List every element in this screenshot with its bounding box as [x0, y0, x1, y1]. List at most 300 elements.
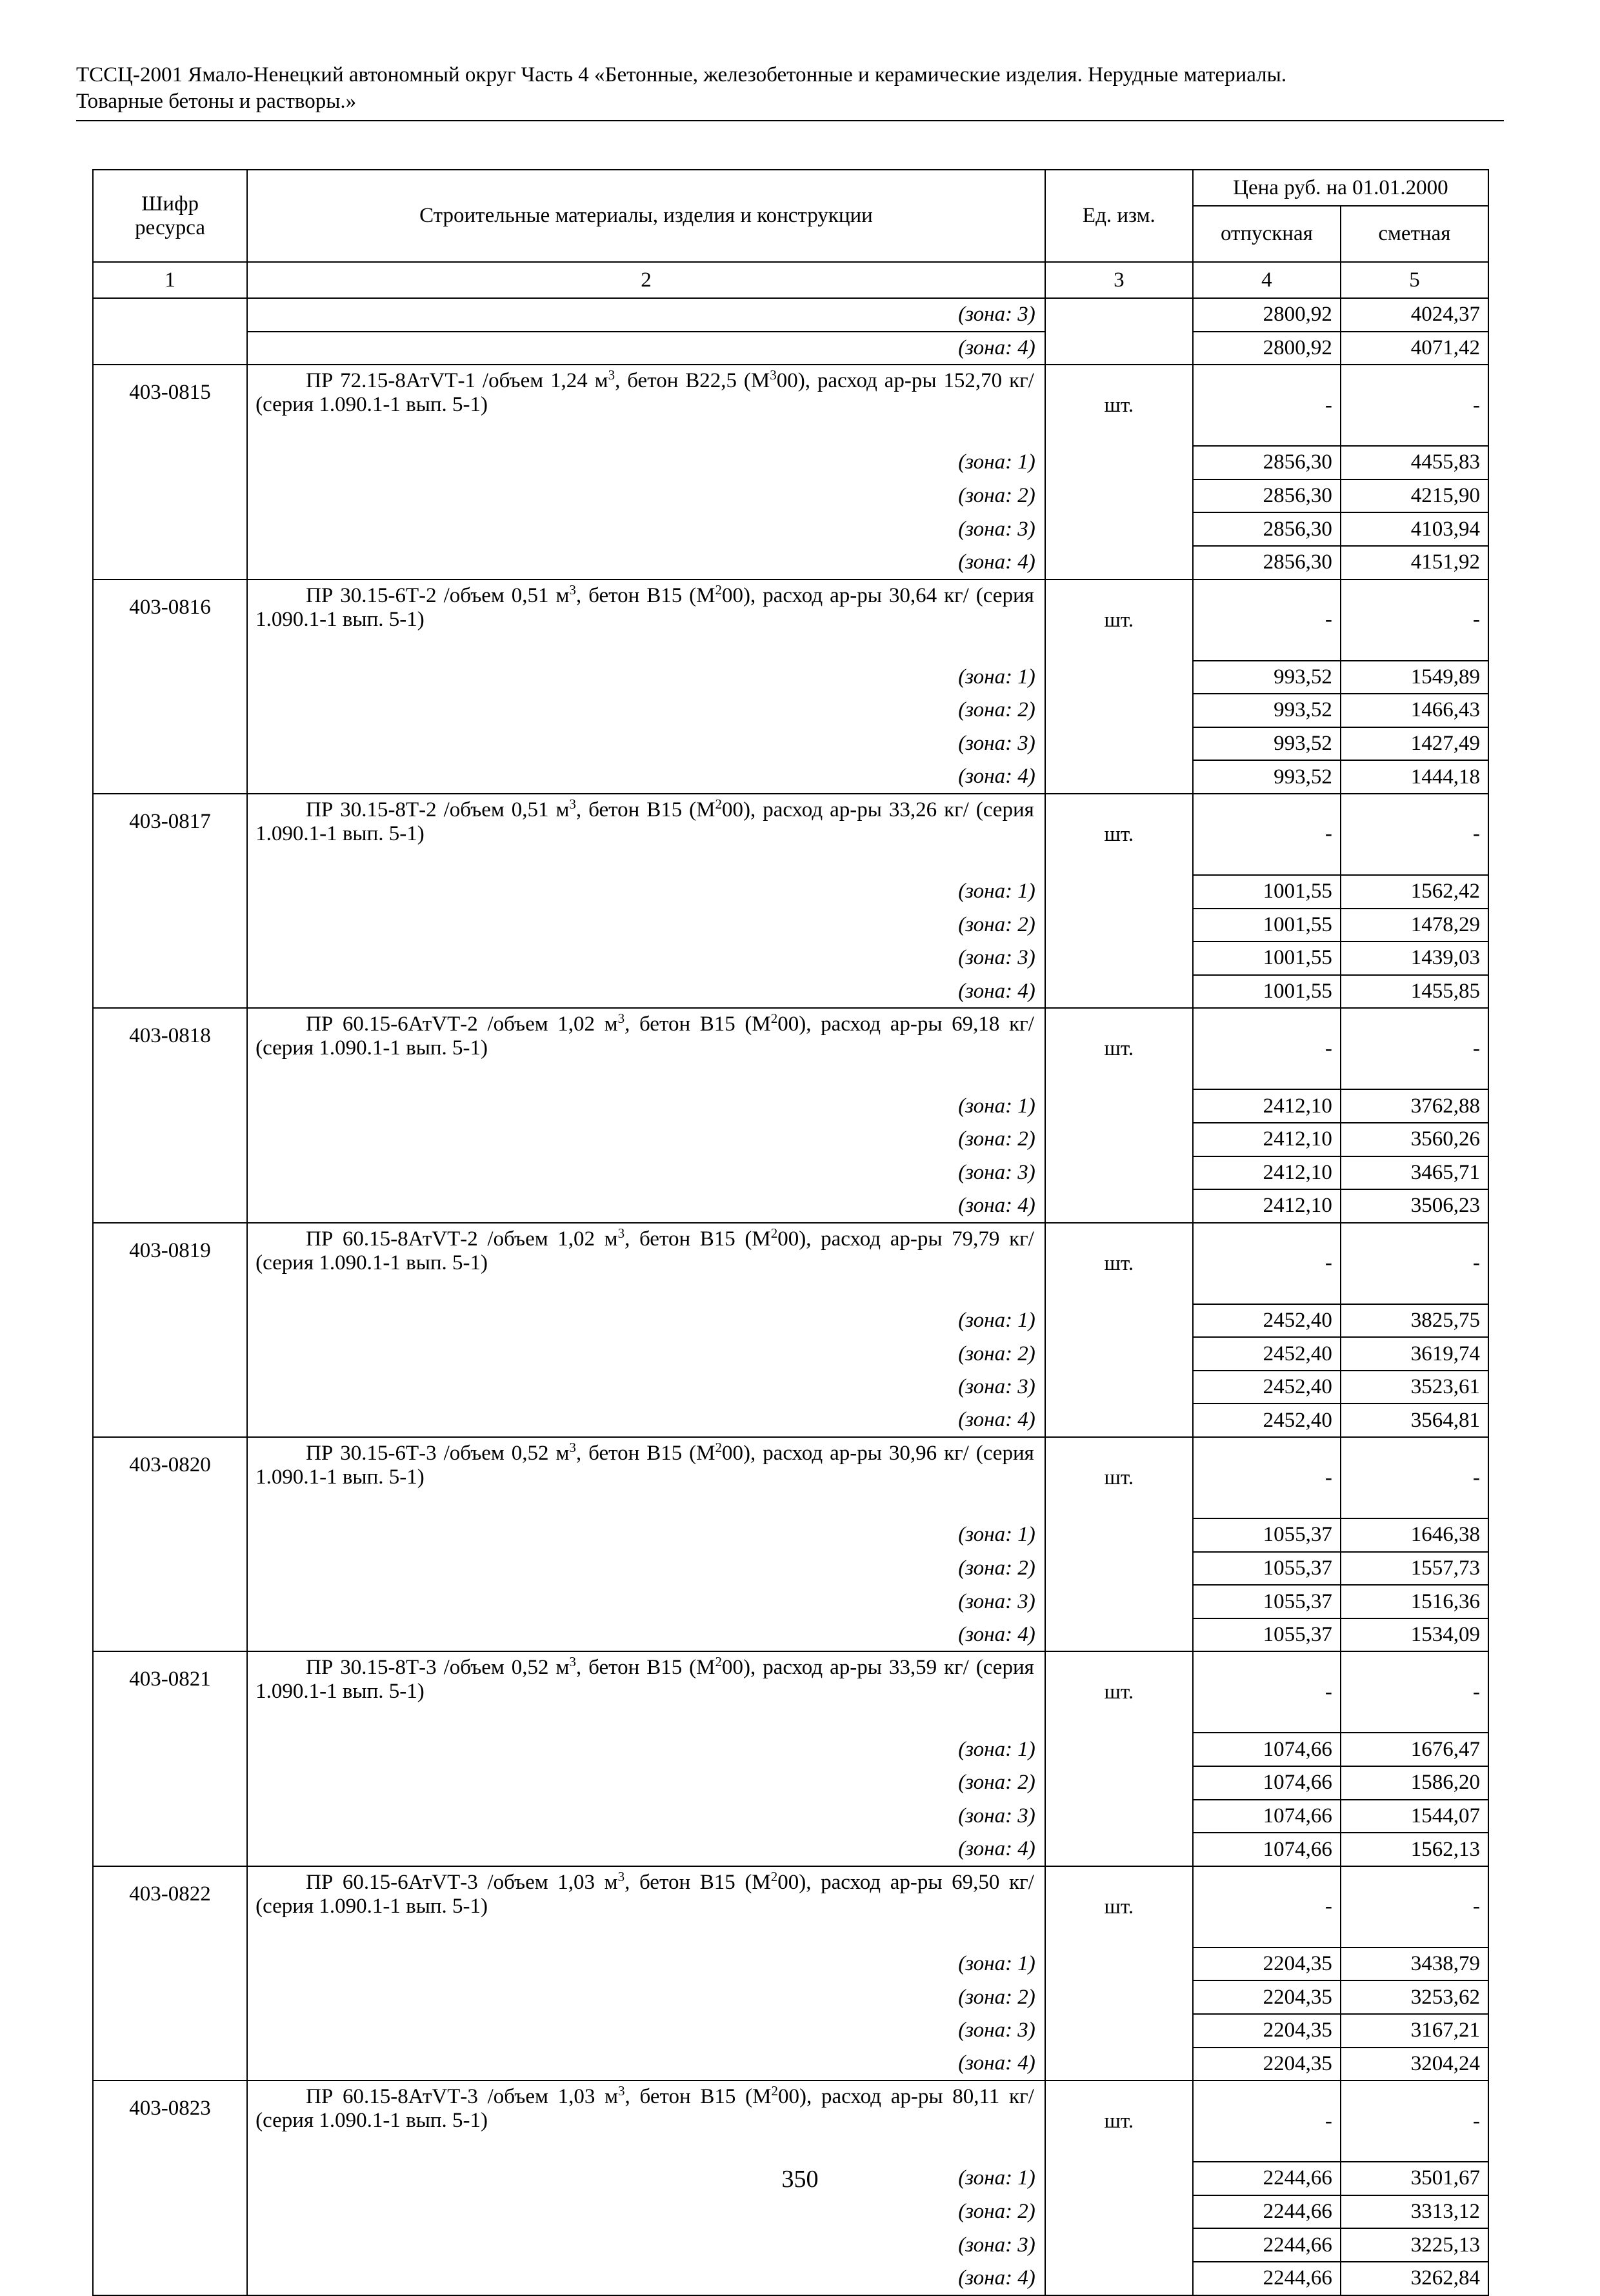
unit-cell — [1045, 1766, 1193, 1800]
zone-label: (зона: 2) — [247, 479, 1045, 513]
price-estimate: - — [1341, 1866, 1488, 1948]
zone-label: (зона: 4) — [247, 546, 1045, 579]
code-cell — [93, 1980, 247, 2014]
price-release: 2800,92 — [1193, 332, 1341, 365]
price-release: - — [1193, 579, 1341, 661]
desc-superscript: 2 — [715, 796, 722, 812]
unit-cell — [1045, 1585, 1193, 1618]
item-description-text — [255, 581, 1034, 632]
zone-label: (зона: 3) — [247, 512, 1045, 546]
unit-cell — [1045, 1337, 1193, 1371]
desc-superscript: 3 — [569, 1440, 576, 1456]
desc-superscript: 2 — [715, 1440, 722, 1456]
table-row — [93, 875, 1488, 909]
zone-label: (зона: 2) — [247, 1552, 1045, 1586]
price-release: 2412,10 — [1193, 1189, 1341, 1223]
zone-label: (зона: 2) — [247, 694, 1045, 727]
zone-label: (зона: 3) — [247, 1371, 1045, 1404]
table-row — [93, 298, 1488, 332]
zone-label: (зона: 2) — [247, 1337, 1045, 1371]
zone-label: (зона: 3) — [247, 2228, 1045, 2262]
table-row — [93, 661, 1488, 694]
price-estimate: 1439,03 — [1341, 942, 1488, 975]
zone-label: (зона: 1) — [247, 1304, 1045, 1338]
item-description — [247, 1223, 1045, 1304]
price-estimate: - — [1341, 1223, 1488, 1304]
price-release: 2452,40 — [1193, 1337, 1341, 1371]
col-header-name: Строительные материалы, изделия и конструкции — [247, 170, 1045, 262]
price-estimate: 1586,20 — [1341, 1766, 1488, 1800]
price-estimate: 4455,83 — [1341, 446, 1488, 479]
unit-cell — [1045, 1833, 1193, 1866]
resource-code: 403-0821 — [93, 1651, 247, 1733]
zone-label: (зона: 2) — [247, 909, 1045, 942]
table-row — [93, 1552, 1488, 1586]
item-description — [247, 1008, 1045, 1089]
unit-cell — [1045, 479, 1193, 513]
code-cell — [93, 942, 247, 975]
price-release: 1055,37 — [1193, 1585, 1341, 1618]
price-release: 1055,37 — [1193, 1518, 1341, 1552]
price-release: 2452,40 — [1193, 1371, 1341, 1404]
desc-part: ПР 30.15-8Т-3 /объем 0,52 м — [306, 1656, 570, 1680]
desc-part: ПР 30.15-8Т-2 /объем 0,51 м — [306, 798, 570, 821]
code-cell — [93, 909, 247, 942]
code-cell — [93, 512, 247, 546]
table-row — [93, 909, 1488, 942]
price-estimate: 3204,24 — [1341, 2048, 1488, 2081]
col-header-code: Шифр ресурса — [93, 170, 247, 262]
price-release: 993,52 — [1193, 727, 1341, 761]
resource-code: 403-0822 — [93, 1866, 247, 1948]
item-description-text — [255, 1656, 1034, 1704]
table-row — [93, 1585, 1488, 1618]
table-row — [93, 1618, 1488, 1652]
table-row — [93, 1089, 1488, 1123]
desc-superscript: 3 — [617, 1225, 625, 1241]
unit-cell — [1045, 1089, 1193, 1123]
desc-part: , бетон В15 (М — [575, 1442, 715, 1465]
unit-cell — [1045, 1123, 1193, 1156]
zone-label: (зона: 4) — [247, 1189, 1045, 1223]
page-header — [76, 62, 1502, 115]
unit: шт. — [1045, 1223, 1193, 1304]
code-cell — [93, 1304, 247, 1338]
price-estimate: - — [1341, 1008, 1488, 1089]
unit-cell — [1045, 2228, 1193, 2262]
price-release: - — [1193, 794, 1341, 875]
table-row — [93, 1156, 1488, 1190]
desc-part: 00), расход ар-ры 33,26 кг/ (серия 1.090.1-1 вып. 5-1) — [255, 798, 1034, 845]
price-release: 993,52 — [1193, 760, 1341, 794]
unit-cell — [1045, 298, 1193, 332]
code-cell — [93, 2014, 247, 2048]
table-row — [93, 365, 1488, 446]
table-row — [93, 1980, 1488, 2014]
price-estimate: - — [1341, 2080, 1488, 2162]
price-estimate: 3465,71 — [1341, 1156, 1488, 1190]
unit-cell — [1045, 1733, 1193, 1766]
price-release: 1001,55 — [1193, 875, 1341, 909]
page-number: 350 — [781, 2166, 819, 2193]
price-release: 2244,66 — [1193, 2262, 1341, 2295]
price-release: 2856,30 — [1193, 446, 1341, 479]
table-row — [93, 1833, 1488, 1866]
item-description — [247, 1437, 1045, 1518]
price-release: 1055,37 — [1193, 1618, 1341, 1652]
price-release: 2800,92 — [1193, 298, 1341, 332]
code-cell — [93, 332, 247, 365]
unit-cell — [1045, 1404, 1193, 1437]
price-estimate: - — [1341, 1651, 1488, 1733]
table-row — [93, 1123, 1488, 1156]
resource-code: 403-0815 — [93, 365, 247, 446]
unit-cell — [1045, 1189, 1193, 1223]
item-description-text — [255, 798, 1034, 846]
zone-label: (зона: 1) — [247, 875, 1045, 909]
price-estimate: 4215,90 — [1341, 479, 1488, 513]
price-release: - — [1193, 1651, 1341, 1733]
table-row — [93, 2262, 1488, 2295]
table-row — [93, 1518, 1488, 1552]
desc-superscript: 3 — [608, 367, 615, 383]
desc-part: 00), расход ар-ры 69,18 кг/ (серия 1.090.1-1 вып. 5-1) — [255, 1012, 1034, 1060]
code-cell — [93, 694, 247, 727]
item-description-text — [255, 1227, 1034, 1275]
price-release: 1001,55 — [1193, 909, 1341, 942]
zone-label: (зона: 4) — [247, 2048, 1045, 2081]
price-release: - — [1193, 1223, 1341, 1304]
desc-part: ПР 60.15-6АтVТ-2 /объем 1,02 м — [306, 1012, 618, 1036]
col-number: 5 — [1341, 262, 1488, 298]
unit-cell — [1045, 975, 1193, 1009]
table-row — [93, 727, 1488, 761]
price-release: 2452,40 — [1193, 1304, 1341, 1338]
zone-label: (зона: 4) — [247, 2262, 1045, 2295]
price-estimate: - — [1341, 579, 1488, 661]
price-estimate: 4024,37 — [1341, 298, 1488, 332]
desc-superscript: 3 — [569, 581, 576, 598]
table-row — [93, 1223, 1488, 1304]
unit-cell — [1045, 661, 1193, 694]
price-estimate: 3564,81 — [1341, 1404, 1488, 1437]
unit-cell — [1045, 1371, 1193, 1404]
price-release: 1074,66 — [1193, 1833, 1341, 1866]
price-estimate: 3619,74 — [1341, 1337, 1488, 1371]
resource-code: 403-0817 — [93, 794, 247, 875]
table-row — [93, 2195, 1488, 2229]
unit-cell — [1045, 1800, 1193, 1833]
price-estimate: 3825,75 — [1341, 1304, 1488, 1338]
price-estimate: 3225,13 — [1341, 2228, 1488, 2262]
price-estimate: 1676,47 — [1341, 1733, 1488, 1766]
unit: шт. — [1045, 579, 1193, 661]
unit: шт. — [1045, 365, 1193, 446]
table-row — [93, 546, 1488, 579]
code-cell — [93, 1189, 247, 1223]
zone-label: (зона: 4) — [247, 332, 1045, 365]
desc-part: ПР 60.15-8АтVТ-2 /объем 1,02 м — [306, 1227, 618, 1251]
header-title-line-2: Товарные бетоны и растворы.» — [76, 90, 357, 113]
header-divider — [76, 120, 1504, 121]
zone-label: (зона: 3) — [247, 1800, 1045, 1833]
unit-cell — [1045, 1980, 1193, 2014]
code-cell — [93, 975, 247, 1009]
zone-label: (зона: 4) — [247, 1833, 1045, 1866]
desc-superscript: 3 — [569, 796, 576, 812]
price-release: 2856,30 — [1193, 479, 1341, 513]
code-cell — [93, 1800, 247, 1833]
code-cell — [93, 1404, 247, 1437]
resource-code: 403-0823 — [93, 2080, 247, 2162]
item-description-text — [255, 1442, 1034, 1489]
col-header-price-estimate: сметная — [1341, 206, 1488, 262]
zone-label: (зона: 3) — [247, 942, 1045, 975]
unit-cell — [1045, 942, 1193, 975]
unit: шт. — [1045, 1437, 1193, 1518]
price-estimate: 3438,79 — [1341, 1948, 1488, 1981]
desc-superscript: 2 — [770, 1225, 778, 1241]
table-row — [93, 2014, 1488, 2048]
col-number: 2 — [247, 262, 1045, 298]
unit: шт. — [1045, 1008, 1193, 1089]
price-estimate: 3167,21 — [1341, 2014, 1488, 2048]
unit-cell — [1045, 760, 1193, 794]
unit-cell — [1045, 2014, 1193, 2048]
code-cell — [93, 2228, 247, 2262]
col-header-price-release: отпускная — [1193, 206, 1341, 262]
price-release: 2412,10 — [1193, 1123, 1341, 1156]
table-row — [93, 1404, 1488, 1437]
price-estimate: 3506,23 — [1341, 1189, 1488, 1223]
zone-label: (зона: 1) — [247, 661, 1045, 694]
item-description — [247, 365, 1045, 446]
zone-label: (зона: 1) — [247, 1518, 1045, 1552]
price-estimate: 3501,67 — [1341, 2162, 1488, 2195]
desc-superscript: 2 — [715, 1654, 722, 1670]
zone-label: (зона: 3) — [247, 1585, 1045, 1618]
zone-label: (зона: 1) — [247, 1089, 1045, 1123]
price-release: 1074,66 — [1193, 1800, 1341, 1833]
unit-cell — [1045, 909, 1193, 942]
table-row — [93, 2080, 1488, 2162]
price-estimate: 1557,73 — [1341, 1552, 1488, 1586]
zone-label: (зона: 3) — [247, 2014, 1045, 2048]
price-release: 1055,37 — [1193, 1552, 1341, 1586]
price-estimate: 3762,88 — [1341, 1089, 1488, 1123]
item-description — [247, 1651, 1045, 1733]
price-release: - — [1193, 2080, 1341, 2162]
desc-part: 00), расход ар-ры 30,64 кг/ (серия 1.090.1-1 вып. 5-1) — [255, 583, 1034, 631]
desc-part: 00), расход ар-ры 80,11 кг/ (серия 1.090.1-1 вып. 5-1) — [255, 2085, 1034, 2133]
desc-part: , бетон В15 (М — [575, 798, 715, 821]
table-row — [93, 512, 1488, 546]
price-release: 2452,40 — [1193, 1404, 1341, 1437]
table-row — [93, 1651, 1488, 1733]
zone-label: (зона: 4) — [247, 760, 1045, 794]
desc-part: 00), расход ар-ры 69,50 кг/ (серия 1.090.1-1 вып. 5-1) — [255, 1870, 1034, 1918]
zone-label: (зона: 1) — [247, 2162, 1045, 2195]
zone-label: (зона: 1) — [247, 1733, 1045, 1766]
price-estimate: 1549,89 — [1341, 661, 1488, 694]
table-row — [93, 1866, 1488, 1948]
desc-part: ПР 72.15-8АтVТ-1 /объем 1,24 м — [306, 369, 608, 393]
price-release: 2244,66 — [1193, 2195, 1341, 2229]
code-cell — [93, 760, 247, 794]
unit-cell — [1045, 1518, 1193, 1552]
price-estimate: 1478,29 — [1341, 909, 1488, 942]
unit-cell — [1045, 332, 1193, 365]
col-header-unit: Ед. изм. — [1045, 170, 1193, 262]
price-estimate: 3523,61 — [1341, 1371, 1488, 1404]
col-number: 4 — [1193, 262, 1341, 298]
desc-superscript: 2 — [770, 1868, 778, 1884]
desc-part: 00), расход ар-ры 30,96 кг/ (серия 1.090.1-1 вып. 5-1) — [255, 1442, 1034, 1489]
price-estimate: 1516,36 — [1341, 1585, 1488, 1618]
unit: шт. — [1045, 1866, 1193, 1948]
price-estimate: - — [1341, 794, 1488, 875]
item-description — [247, 794, 1045, 875]
price-release: 2412,10 — [1193, 1156, 1341, 1190]
header-title-line-1: ТССЦ-2001 Ямало-Ненецкий автономный округ Часть 4 «Бетонные, железобетонные и керамические изделия. Нерудные материалы. — [76, 63, 1287, 86]
table-row — [93, 1337, 1488, 1371]
code-cell — [93, 1766, 247, 1800]
item-description — [247, 1866, 1045, 1948]
price-estimate: 1455,85 — [1341, 975, 1488, 1009]
item-description-text — [255, 369, 1034, 417]
table-row — [93, 760, 1488, 794]
price-release: 2244,66 — [1193, 2162, 1341, 2195]
code-cell — [93, 1833, 247, 1866]
unit-cell — [1045, 1156, 1193, 1190]
table-row — [93, 1948, 1488, 1981]
price-estimate: 4071,42 — [1341, 332, 1488, 365]
desc-part: 00), расход ар-ры 79,79 кг/ (серия 1.090.1-1 вып. 5-1) — [255, 1227, 1034, 1274]
desc-superscript: 2 — [771, 2083, 779, 2099]
table-row — [93, 2228, 1488, 2262]
price-table-body — [93, 298, 1488, 2295]
code-cell — [93, 1552, 247, 1586]
table-row — [93, 1437, 1488, 1518]
table-row — [93, 1800, 1488, 1833]
code-cell — [93, 2262, 247, 2295]
price-table — [92, 169, 1489, 2296]
price-release: - — [1193, 1866, 1341, 1948]
price-estimate: 1466,43 — [1341, 694, 1488, 727]
desc-part: , бетон В15 (М — [625, 1012, 771, 1036]
table-row — [93, 975, 1488, 1009]
table-row — [93, 694, 1488, 727]
unit-cell — [1045, 727, 1193, 761]
table-row — [93, 2048, 1488, 2081]
resource-code: 403-0820 — [93, 1437, 247, 1518]
unit-cell — [1045, 546, 1193, 579]
code-cell — [93, 1948, 247, 1981]
price-release: - — [1193, 365, 1341, 446]
price-release: 1074,66 — [1193, 1733, 1341, 1766]
code-cell — [93, 1371, 247, 1404]
table-row — [93, 1304, 1488, 1338]
desc-part: ПР 60.15-8АтVТ-3 /объем 1,03 м — [306, 2085, 618, 2109]
code-cell — [93, 1123, 247, 1156]
desc-superscript: 3 — [617, 1868, 625, 1884]
price-estimate: 3313,12 — [1341, 2195, 1488, 2229]
zone-label: (зона: 1) — [247, 1948, 1045, 1981]
zone-label: (зона: 4) — [247, 975, 1045, 1009]
resource-code: 403-0819 — [93, 1223, 247, 1304]
unit-cell — [1045, 875, 1193, 909]
price-estimate: 1444,18 — [1341, 760, 1488, 794]
price-release: 1001,55 — [1193, 975, 1341, 1009]
desc-superscript: 3 — [618, 2083, 625, 2099]
zone-label: (зона: 2) — [247, 1123, 1045, 1156]
unit-cell — [1045, 694, 1193, 727]
table-row — [93, 1008, 1488, 1089]
price-release: 993,52 — [1193, 661, 1341, 694]
price-release: 993,52 — [1193, 694, 1341, 727]
code-cell — [93, 2048, 247, 2081]
price-estimate: 1646,38 — [1341, 1518, 1488, 1552]
code-cell — [93, 1733, 247, 1766]
unit-cell — [1045, 512, 1193, 546]
unit-cell — [1045, 1552, 1193, 1586]
code-cell — [93, 1337, 247, 1371]
code-cell — [93, 1518, 247, 1552]
unit: шт. — [1045, 794, 1193, 875]
unit-cell — [1045, 2048, 1193, 2081]
desc-superscript: 2 — [715, 581, 722, 598]
zone-label: (зона: 2) — [247, 1980, 1045, 2014]
code-cell — [93, 1156, 247, 1190]
desc-part: , бетон В15 (М — [625, 2085, 772, 2109]
unit-cell — [1045, 1948, 1193, 1981]
price-release: - — [1193, 1008, 1341, 1089]
desc-superscript: 3 — [617, 1011, 625, 1027]
unit: шт. — [1045, 1651, 1193, 1733]
code-cell — [93, 661, 247, 694]
zone-label: (зона: 2) — [247, 2195, 1045, 2229]
unit-cell — [1045, 2195, 1193, 2229]
unit: шт. — [1045, 2080, 1193, 2162]
table-row — [93, 332, 1488, 365]
code-cell — [93, 546, 247, 579]
price-estimate: 3560,26 — [1341, 1123, 1488, 1156]
price-estimate: 1427,49 — [1341, 727, 1488, 761]
price-release: 2244,66 — [1193, 2228, 1341, 2262]
price-release: 2856,30 — [1193, 546, 1341, 579]
item-description — [247, 579, 1045, 661]
item-description-text — [255, 1868, 1034, 1918]
price-release: 2204,35 — [1193, 2014, 1341, 2048]
resource-code: 403-0818 — [93, 1008, 247, 1089]
zone-label: (зона: 1) — [247, 446, 1045, 479]
price-estimate: 3262,84 — [1341, 2262, 1488, 2295]
price-release: 1074,66 — [1193, 1766, 1341, 1800]
desc-part: ПР 30.15-6Т-3 /объем 0,52 м — [306, 1442, 570, 1465]
desc-part: , бетон В22,5 (М — [615, 369, 770, 393]
table-row — [93, 579, 1488, 661]
code-cell — [93, 1585, 247, 1618]
price-release: 2856,30 — [1193, 512, 1341, 546]
code-cell — [93, 479, 247, 513]
desc-superscript: 3 — [569, 1654, 576, 1670]
zone-label: (зона: 4) — [247, 1404, 1045, 1437]
desc-part: , бетон В15 (М — [625, 1870, 771, 1894]
table-row — [93, 1189, 1488, 1223]
price-estimate: 1544,07 — [1341, 1800, 1488, 1833]
desc-part: ПР 30.15-6Т-2 /объем 0,51 м — [306, 583, 570, 607]
zone-label: (зона: 2) — [247, 1766, 1045, 1800]
